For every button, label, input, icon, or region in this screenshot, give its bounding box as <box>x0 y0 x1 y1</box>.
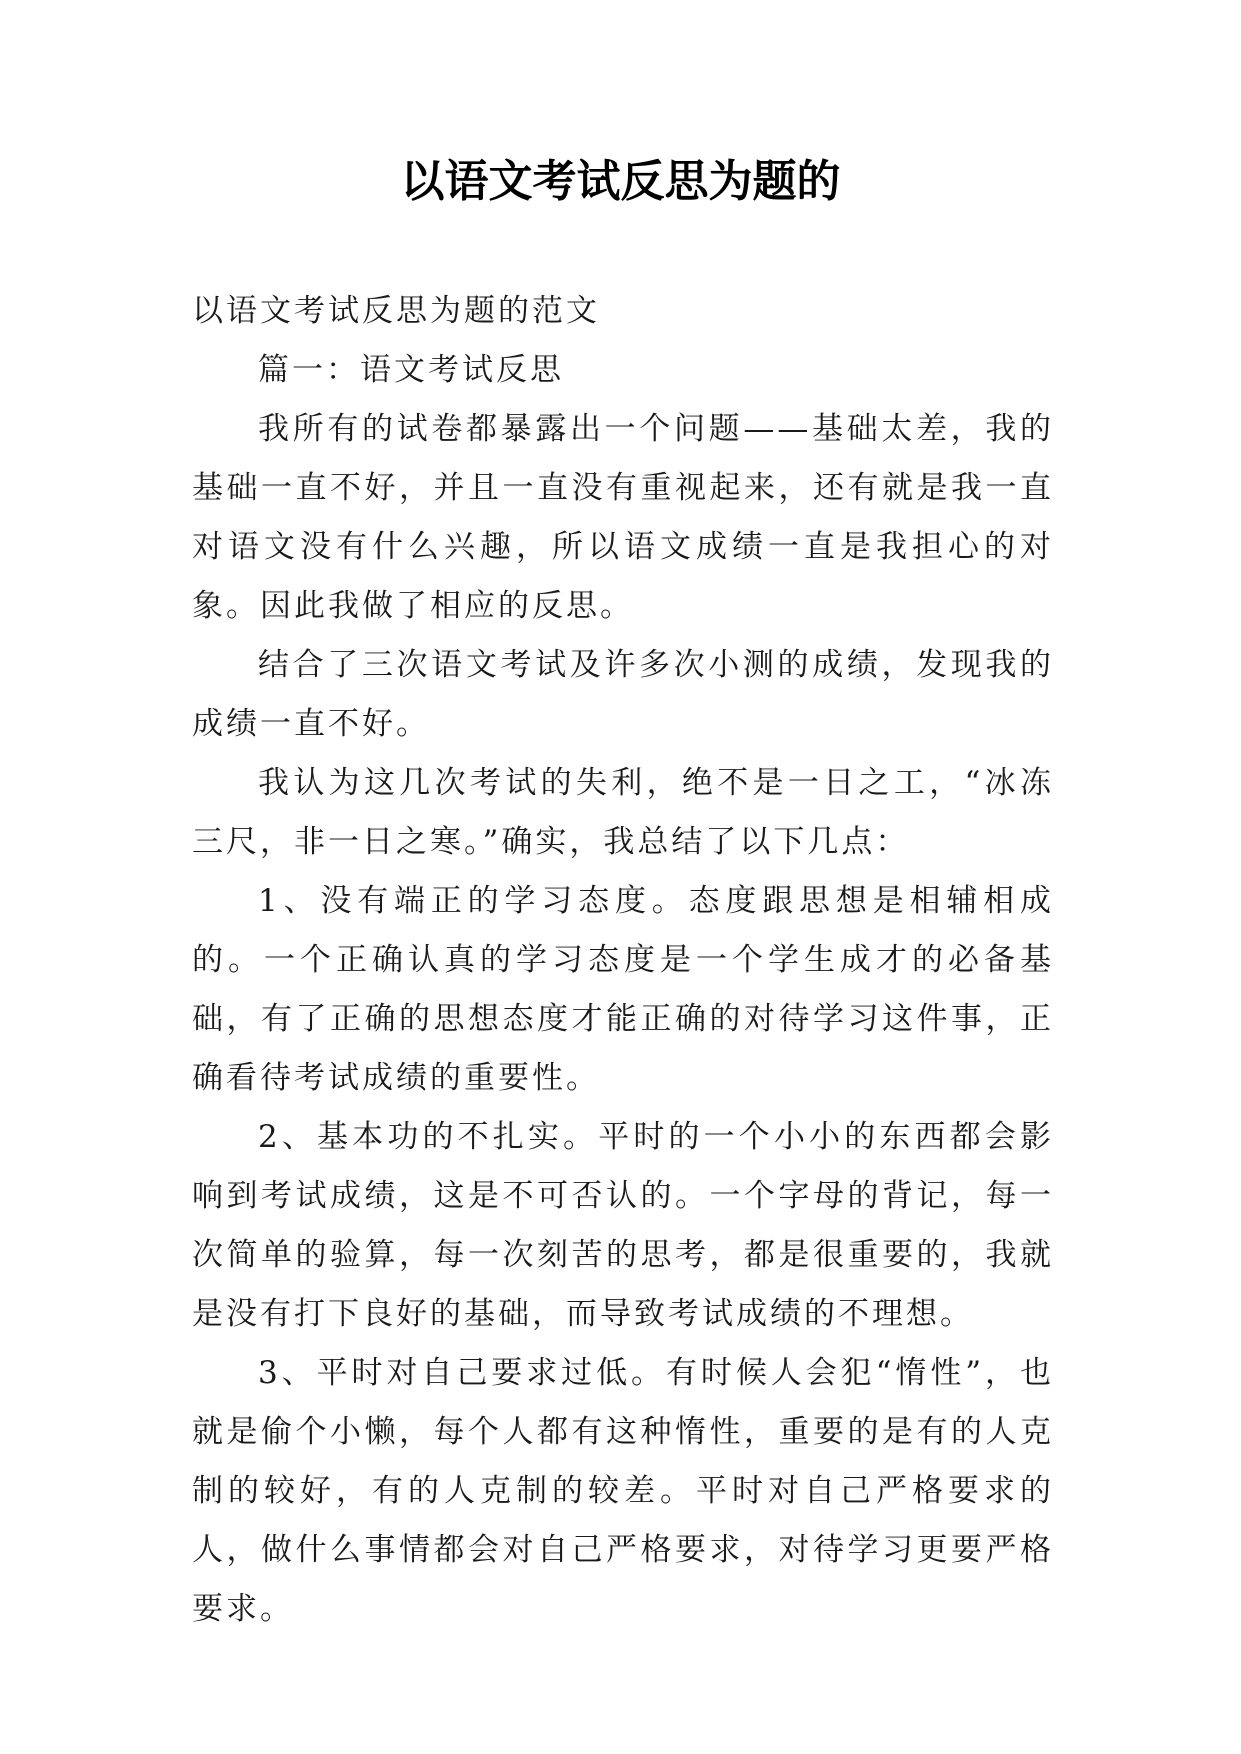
document-body <box>192 282 1054 1639</box>
list-item-paragraph: 2、基本功的不扎实。平时的一个小小的东西都会影响到考试成绩，这是不可否认的。一个字母的背记，每一次简单的验算，每一次刻苦的思考，都是很重要的，我就是没有打下良好的基础，而导致考试成绩的不理想。 <box>192 1119 1054 1332</box>
paragraph: 我认为这几次考试的失利，绝不是一日之工，“冰冻三尺，非一日之寒。”确实，我总结了以下几点： <box>192 765 1054 860</box>
document-title: 以语文考试反思为题的 <box>400 156 841 207</box>
list-item-paragraph: 3、平时对自己要求过低。有时候人会犯“惰性”，也就是偷个小懒，每个人都有这种惰性，重要的是有的人克制的较好，有的人克制的较差。平时对自己严格要求的人，做什么事情都会对自己严格要求，对待学习更要严格要求。 <box>192 1355 1054 1627</box>
paragraph: 我所有的试卷都暴露出一个问题——基础太差，我的基础一直不好，并且一直没有重视起来，还有就是我一直对语文没有什么兴趣，所以语文成绩一直是我担心的对象。因此我做了相应的反思。 <box>192 411 1054 624</box>
section-heading: 篇一：语文考试反思 <box>258 352 564 388</box>
document-subtitle: 以语文考试反思为题的范文 <box>192 293 600 329</box>
list-item-paragraph: 1、没有端正的学习态度。态度跟思想是相辅相成的。一个正确认真的学习态度是一个学生成才的必备基础，有了正确的思想态度才能正确的对待学习这件事，正确看待考试成绩的重要性。 <box>192 883 1054 1096</box>
paragraph: 结合了三次语文考试及许多次小测的成绩，发现我的成绩一直不好。 <box>192 647 1054 742</box>
